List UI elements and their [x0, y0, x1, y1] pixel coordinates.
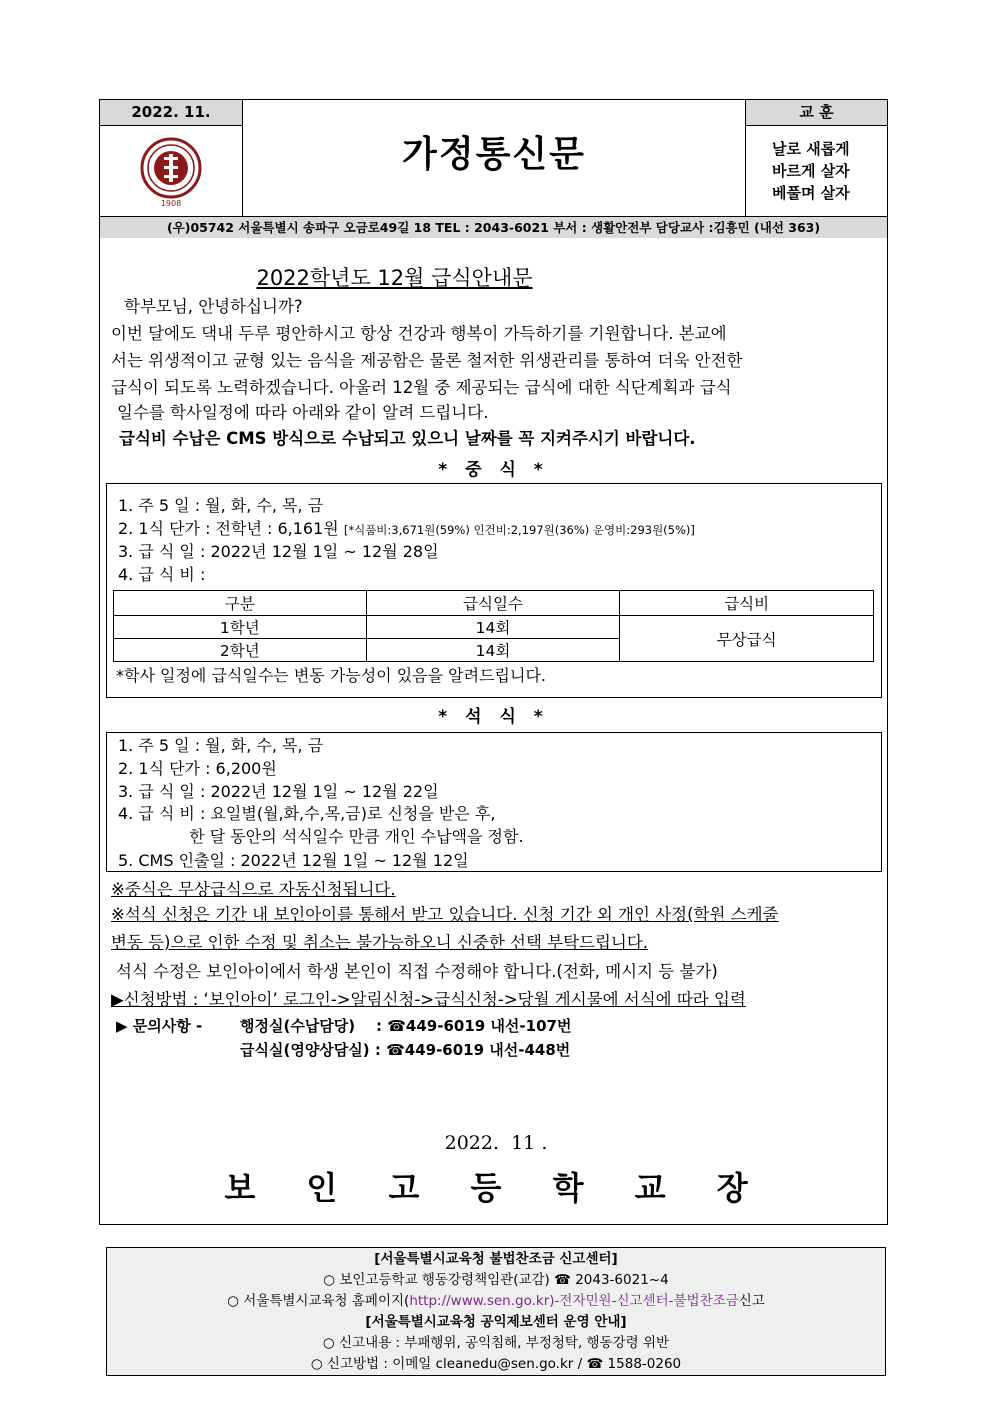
principal-signature: 보 인 고 등 학 교 장 — [224, 1169, 768, 1207]
dinner-item: 2. 1식 단가 : 6,200원 — [118, 759, 277, 778]
table-header: 급식일수 — [366, 591, 620, 616]
lunch-item: 4. 급 식 비 : — [118, 565, 206, 584]
auto-apply-note: ※중식은 무상급식으로 자동신청됩니다. — [111, 880, 396, 899]
school-motto — [745, 126, 887, 216]
body-line: 이번 달에도 댁내 두루 평안하시고 항상 건강과 행복이 가득하기를 기원합니다. 본교에 — [111, 324, 727, 343]
motto-line: 날로 새롭게 — [772, 140, 850, 158]
issue-date: 2022. 11. — [100, 100, 243, 126]
newsletter-header — [99, 99, 888, 238]
footer-line: ○ 서울특별시교육청 홈페이지(http://www.sen.go.kr)-전자민원-신고센터-불법찬조금신고 — [227, 1293, 765, 1309]
document-title: 2022학년도 12월 급식안내문 — [256, 266, 533, 290]
cms-notice: 급식비 수납은 CMS 방식으로 수납되고 있으니 날짜를 꼭 지켜주시기 바랍니다. — [119, 429, 696, 448]
lunch-note: *학사 일정에 급식일수는 변동 가능성이 있음을 알려드립니다. — [116, 666, 547, 685]
school-logo — [100, 126, 243, 216]
dinner-item: 3. 급 식 일 : 2022년 12월 1일 ~ 12월 22일 — [118, 782, 439, 801]
logo-year: 1908 — [160, 199, 182, 208]
table-cell-days: 14회 — [366, 639, 620, 662]
contact-admin: 행정실(수납담당) : ☎449-6019 내선-107번 — [240, 1017, 572, 1035]
lunch-item: 1. 주 5 일 : 월, 화, 수, 목, 금 — [118, 496, 324, 515]
table-cell-fee: 무상급식 — [620, 616, 874, 662]
report-center-footer — [106, 1247, 886, 1376]
footer-line: ○ 신고방법 : 이메일 cleanedu@sen.go.kr / ☎ 1588-0260 — [310, 1356, 682, 1372]
motto-line: 베풀며 살자 — [772, 184, 850, 202]
lunch-heading: * 중 식 * — [438, 460, 549, 480]
table-cell-days: 14회 — [366, 616, 620, 639]
dinner-apply-note: ※석식 신청은 기간 내 보인아이를 통해서 받고 있습니다. 신청 기간 외 개인 사정(학원 스케줄 — [111, 905, 779, 924]
table-header: 급식비 — [620, 591, 874, 616]
footer-line: ○ 신고내용 : 부패행위, 공익침해, 부정청탁, 행동강령 위반 — [322, 1335, 670, 1351]
dinner-item: 1. 주 5 일 : 월, 화, 수, 목, 금 — [118, 736, 324, 755]
footer-heading: [서울특별시교육청 불법찬조금 신고센터] — [374, 1251, 618, 1267]
contact-cafeteria: 급식실(영양상담실) : ☎449-6019 내선-448번 — [240, 1041, 571, 1059]
body-line: 급식이 되도록 노력하겠습니다. 아울러 12월 중 제공되는 급식에 대한 식단계획과 급식 — [111, 378, 732, 397]
dinner-item: 5. CMS 인출일 : 2022년 12월 1일 ~ 12월 12일 — [118, 851, 469, 870]
signature-date: 2022. 11 . — [444, 1132, 548, 1154]
lunch-item: 2. 1식 단가 : 전학년 : 6,161원 [*식품비:3,671원(59%) 인건비:2,197원(36%) 운영비:293원(5%)] — [118, 519, 695, 538]
school-seal-icon — [100, 126, 242, 216]
footer-line: ○ 보인고등학교 행동강령책임관(교감) ☎ 2043-6021~4 — [323, 1272, 669, 1288]
lunch-table — [113, 590, 874, 662]
apply-method: ▶신청방법 : ‘보인아이’ 로그인->알림신청->급식신청->당월 게시물에 서식에 따라 입력 — [111, 990, 746, 1009]
newsletter-title: 가정통신문 — [402, 134, 586, 175]
dinner-item: 한 달 동안의 석식일수 만큼 개인 수납액을 정함. — [118, 827, 524, 846]
footer-heading: [서울특별시교육청 공익제보센터 운영 안내] — [365, 1314, 627, 1330]
motto-line: 바르게 살자 — [772, 162, 850, 180]
body-line: 서는 위생적이고 균형 있는 음식을 제공함은 물론 철저한 위생관리를 통하여 더욱 안전한 — [111, 351, 743, 370]
sen-link[interactable]: http://www.sen.go.kr)-전자민원-신고센터-불법찬조금 — [409, 1293, 739, 1309]
lunch-item: 3. 급 식 일 : 2022년 12월 1일 ~ 12월 28일 — [118, 542, 439, 561]
table-header: 구분 — [114, 591, 367, 616]
dinner-item: 4. 급 식 비 : 요일별(월,화,수,목,금)로 신청을 받은 후, — [118, 804, 496, 823]
motto-label: 교 훈 — [745, 100, 887, 126]
table-cell-grade: 1학년 — [114, 616, 367, 639]
greeting: 학부모님, 안녕하십니까? — [124, 297, 303, 316]
lunch-price-detail: [*식품비:3,671원(59%) 인건비:2,197원(36%) 운영비:293원(5%)] — [343, 523, 695, 537]
table-cell-grade: 2학년 — [114, 639, 367, 662]
school-address: (우)05742 서울특별시 송파구 오금로49길 18 TEL : 2043-6021 부서 : 생활안전부 담당교사 :김흥민 (내선 363) — [100, 216, 887, 238]
body-line: 일수를 학사일정에 따라 아래와 같이 알려 드립니다. — [117, 403, 489, 422]
dinner-heading: * 석 식 * — [438, 707, 549, 727]
dinner-apply-note: 변동 등)으로 인한 수정 및 취소는 불가능하오니 신중한 선택 부탁드립니다. — [111, 933, 649, 952]
modify-note: 석식 수정은 보인아이에서 학생 본인이 직접 수정해야 합니다.(전화, 메시지 등 불가) — [116, 962, 718, 981]
contact-label: ▶ 문의사항 - — [116, 1017, 203, 1035]
